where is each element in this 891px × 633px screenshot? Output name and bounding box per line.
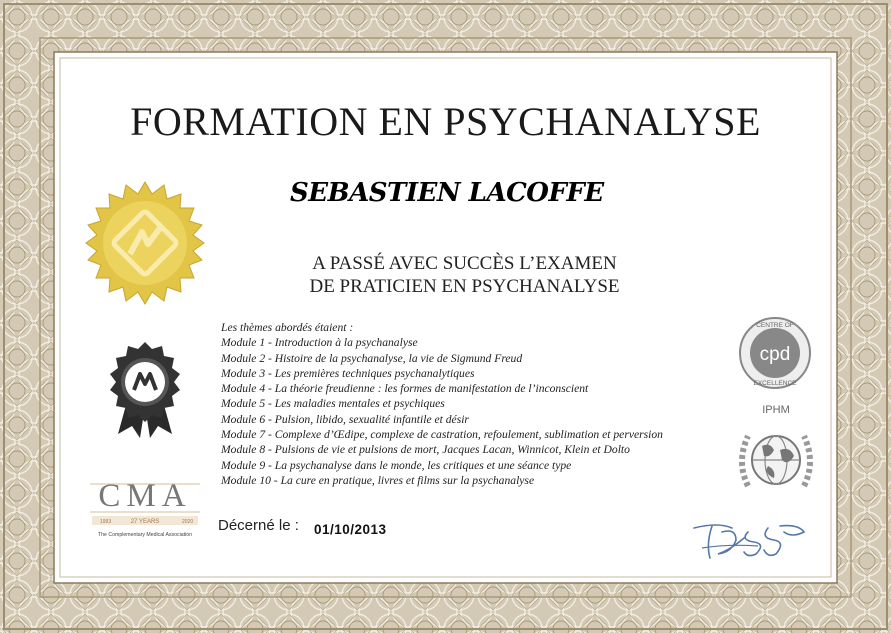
achievement-line-2: DE PRATICIEN EN PSYCHANALYSE	[309, 276, 620, 297]
recipient-name: SEBASTIEN LACOFFE	[290, 178, 604, 208]
cpd-mark-text: cpd	[759, 344, 791, 365]
module-item: Module 6 - Pulsion, libido, sexualité infantile et désir	[221, 412, 469, 426]
gold-seal-icon	[80, 180, 210, 310]
module-item: Module 3 - Les premières techniques psychanalytiques	[221, 366, 475, 380]
module-item: Module 10 - La cure en pratique, livres et films sur la psychanalyse	[221, 473, 535, 487]
module-item: Module 8 - Pulsions de vie et pulsions de mort, Jacques Lacan, Winnicot, Klein et Dolto	[221, 443, 630, 457]
cpd-logo-icon	[738, 316, 812, 390]
topics-list	[221, 320, 663, 488]
module-item: Module 5 - Les maladies mentales et psychiques	[221, 397, 445, 411]
module-item: Module 2 - Histoire de la psychanalyse, la vie de Sigmund Freud	[221, 351, 523, 365]
module-item: Module 4 - La théorie freudienne : les formes de manifestation de l’inconscient	[221, 382, 589, 396]
awarded-label: Décerné le :	[218, 517, 299, 534]
module-item: Module 7 - Complexe d’Œdipe, complexe de castration, refoulement, sublimation et perversion	[221, 428, 663, 442]
cma-text: CMA	[98, 478, 192, 514]
iphm-label: IPHM	[762, 404, 790, 416]
awarded-date: 01/10/2013	[314, 522, 387, 537]
achievement-line-1: A PASSÉ AVEC SUCCÈS L’EXAMEN	[312, 253, 617, 274]
cma-to-text: 2020	[182, 519, 194, 525]
cpd-bottom-text: EXCELLENCE	[753, 380, 797, 387]
module-item: Module 1 - Introduction à la psychanalyse	[221, 336, 418, 350]
certificate-title: FORMATION EN PSYCHANALYSE	[130, 99, 761, 144]
cma-from-text: 1993	[100, 519, 112, 525]
rosette-badge-icon	[100, 338, 190, 438]
achievement-statement	[262, 252, 667, 298]
cma-name-text: The Complementary Medical Association	[98, 532, 192, 538]
iphm-globe-icon	[734, 420, 818, 500]
cma-logo-icon	[86, 472, 204, 542]
topics-intro: Les thèmes abordés étaient :	[221, 321, 354, 334]
cpd-top-text: CENTRE OF	[756, 322, 794, 329]
signature-icon	[688, 518, 810, 562]
module-item: Module 9 - La psychanalyse dans le monde, les critiques et une séance type	[221, 458, 572, 472]
cma-years-text: 27 YEARS	[130, 519, 160, 525]
